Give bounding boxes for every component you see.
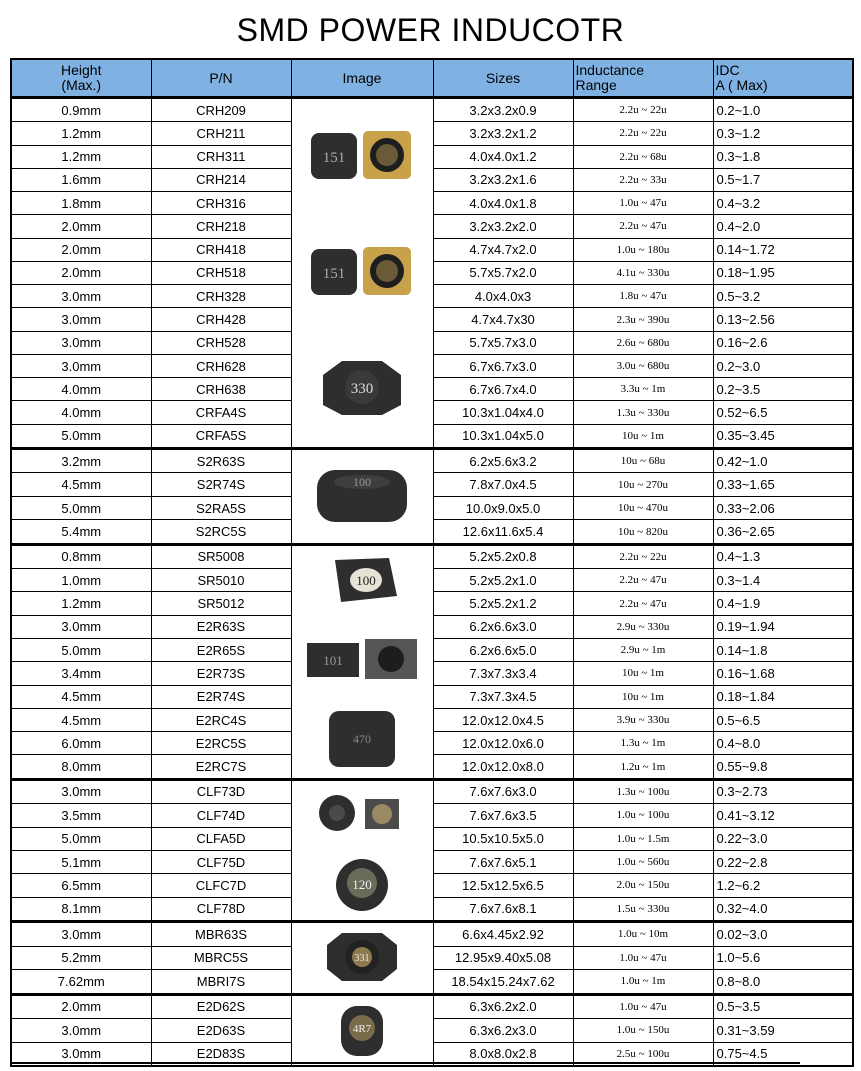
idc-cell: 0.02~3.0 <box>713 921 853 946</box>
inductance-cell: 2.2u ~ 22u <box>573 122 713 145</box>
height-cell: 3.0mm <box>11 779 151 803</box>
part-number-cell: CRH638 <box>151 378 291 401</box>
part-number-cell: E2D63S <box>151 1019 291 1043</box>
height-cell: 5.0mm <box>11 496 151 519</box>
inductance-cell: 1.0u ~ 47u <box>573 946 713 970</box>
height-cell: 8.1mm <box>11 897 151 921</box>
part-number-cell: CRH214 <box>151 168 291 191</box>
part-number-cell: MBR63S <box>151 921 291 946</box>
size-cell: 12.5x12.5x6.5 <box>433 874 573 897</box>
height-cell: 4.5mm <box>11 473 151 496</box>
svg-text:151: 151 <box>322 265 346 282</box>
height-cell: 1.0mm <box>11 569 151 592</box>
inductance-cell: 1.5u ~ 330u <box>573 897 713 921</box>
idc-cell: 0.22~2.8 <box>713 850 853 873</box>
idc-cell: 0.8~8.0 <box>713 970 853 995</box>
size-cell: 6.3x6.2x3.0 <box>433 1019 573 1043</box>
part-number-cell: S2RA5S <box>151 496 291 519</box>
height-cell: 6.5mm <box>11 874 151 897</box>
size-cell: 4.0x4.0x1.8 <box>433 192 573 215</box>
idc-cell: 0.14~1.8 <box>713 638 853 661</box>
svg-text:100: 100 <box>353 474 371 489</box>
table-row <box>11 921 853 946</box>
page-title: SMD POWER INDUCOTR <box>236 12 625 48</box>
height-cell: 3.2mm <box>11 449 151 473</box>
part-number-cell: CRH316 <box>151 192 291 215</box>
inductor-photo-wide-round <box>297 925 427 990</box>
size-cell: 4.0x4.0x1.2 <box>433 145 573 168</box>
table-row <box>11 544 853 568</box>
table-row <box>11 449 853 473</box>
table-row <box>11 98 853 122</box>
part-number-cell: E2RC4S <box>151 708 291 731</box>
height-cell: 3.0mm <box>11 331 151 354</box>
size-cell: 5.7x5.7x2.0 <box>433 261 573 284</box>
svg-text:330: 330 <box>350 380 374 397</box>
part-number-cell: CRH528 <box>151 331 291 354</box>
inductance-cell: 2.2u ~ 47u <box>573 215 713 238</box>
idc-cell: 0.16~1.68 <box>713 662 853 685</box>
part-number-cell: CRH218 <box>151 215 291 238</box>
inductor-photo-pair <box>297 241 427 306</box>
inductance-cell: 2.3u ~ 390u <box>573 308 713 331</box>
part-number-cell: E2D62S <box>151 994 291 1019</box>
inductance-cell: 10u ~ 470u <box>573 496 713 519</box>
size-cell: 12.0x12.0x8.0 <box>433 755 573 779</box>
inductance-cell: 4.1u ~ 330u <box>573 261 713 284</box>
part-number-cell: MBRC5S <box>151 946 291 970</box>
size-cell: 4.0x4.0x3 <box>433 285 573 308</box>
size-cell: 3.2x3.2x2.0 <box>433 215 573 238</box>
part-number-cell: CRH518 <box>151 261 291 284</box>
part-number-cell: CRFA5S <box>151 424 291 448</box>
inductance-cell: 10u ~ 1m <box>573 685 713 708</box>
product-image-cell <box>291 98 433 449</box>
part-number-cell: E2R74S <box>151 685 291 708</box>
height-cell: 3.0mm <box>11 921 151 946</box>
table-row <box>11 779 853 803</box>
part-number-cell: CLFC7D <box>151 874 291 897</box>
height-cell: 3.5mm <box>11 804 151 827</box>
size-cell: 6.2x5.6x3.2 <box>433 449 573 473</box>
height-cell: 4.0mm <box>11 401 151 424</box>
size-cell: 10.3x1.04x4.0 <box>433 401 573 424</box>
idc-cell: 0.14~1.72 <box>713 238 853 261</box>
height-cell: 3.0mm <box>11 308 151 331</box>
size-cell: 5.2x5.2x1.2 <box>433 592 573 615</box>
size-cell: 7.6x7.6x3.0 <box>433 779 573 803</box>
header-sizes: Sizes <box>433 59 573 98</box>
product-image-cell <box>291 544 433 779</box>
size-cell: 12.95x9.40x5.08 <box>433 946 573 970</box>
height-cell: 2.0mm <box>11 215 151 238</box>
idc-cell: 0.3~1.2 <box>713 122 853 145</box>
inductance-cell: 2.9u ~ 330u <box>573 615 713 638</box>
size-cell: 6.7x6.7x4.0 <box>433 378 573 401</box>
height-cell: 6.0mm <box>11 732 151 755</box>
idc-cell: 0.55~9.8 <box>713 755 853 779</box>
inductance-cell: 1.2u ~ 1m <box>573 755 713 779</box>
table-body <box>11 98 853 1067</box>
size-cell: 12.0x12.0x6.0 <box>433 732 573 755</box>
idc-cell: 0.4~8.0 <box>713 732 853 755</box>
height-cell: 5.0mm <box>11 424 151 448</box>
size-cell: 4.7x4.7x2.0 <box>433 238 573 261</box>
idc-cell: 0.52~6.5 <box>713 401 853 424</box>
inductance-cell: 2.2u ~ 68u <box>573 145 713 168</box>
size-cell: 7.6x7.6x3.5 <box>433 804 573 827</box>
inductance-cell: 2.9u ~ 1m <box>573 638 713 661</box>
inductance-cell: 2.5u ~ 100u <box>573 1042 713 1066</box>
part-number-cell: CLF74D <box>151 804 291 827</box>
svg-text:151: 151 <box>322 149 346 166</box>
size-cell: 3.2x3.2x0.9 <box>433 98 573 122</box>
inductance-cell: 10u ~ 68u <box>573 449 713 473</box>
idc-cell: 0.5~1.7 <box>713 168 853 191</box>
header-height: Height (Max.) <box>11 59 151 98</box>
part-number-cell: CRH328 <box>151 285 291 308</box>
part-number-cell: E2R65S <box>151 638 291 661</box>
height-cell: 5.0mm <box>11 638 151 661</box>
size-cell: 6.3x6.2x2.0 <box>433 994 573 1019</box>
inductance-cell: 1.3u ~ 330u <box>573 401 713 424</box>
idc-cell: 0.5~3.5 <box>713 994 853 1019</box>
idc-cell: 0.2~3.0 <box>713 354 853 377</box>
idc-cell: 0.33~2.06 <box>713 496 853 519</box>
height-cell: 0.9mm <box>11 98 151 122</box>
size-cell: 12.6x11.6x5.4 <box>433 520 573 544</box>
size-cell: 7.3x7.3x3.4 <box>433 662 573 685</box>
size-cell: 10.0x9.0x5.0 <box>433 496 573 519</box>
part-number-cell: E2R63S <box>151 615 291 638</box>
table-row <box>11 994 853 1019</box>
inductance-cell: 1.0u ~ 560u <box>573 850 713 873</box>
header-pn: P/N <box>151 59 291 98</box>
part-number-cell: E2D83S <box>151 1042 291 1066</box>
product-image-cell <box>291 779 433 921</box>
part-number-cell: CRH209 <box>151 98 291 122</box>
idc-cell: 0.4~1.3 <box>713 544 853 568</box>
idc-cell: 0.36~2.65 <box>713 520 853 544</box>
inductance-cell: 1.0u ~ 1.5m <box>573 827 713 850</box>
idc-cell: 0.13~2.56 <box>713 308 853 331</box>
inductor-photo-block <box>297 464 427 529</box>
part-number-cell: S2RC5S <box>151 520 291 544</box>
idc-cell: 0.2~1.0 <box>713 98 853 122</box>
inductance-cell: 3.3u ~ 1m <box>573 378 713 401</box>
part-number-cell: CLF78D <box>151 897 291 921</box>
inductance-cell: 1.0u ~ 1m <box>573 970 713 995</box>
idc-cell: 0.32~4.0 <box>713 897 853 921</box>
inductor-spec-table <box>10 58 854 1067</box>
height-cell: 3.4mm <box>11 662 151 685</box>
inductance-cell: 10u ~ 1m <box>573 662 713 685</box>
height-cell: 3.0mm <box>11 285 151 308</box>
part-number-cell: S2R63S <box>151 449 291 473</box>
inductance-cell: 2.6u ~ 680u <box>573 331 713 354</box>
height-cell: 4.5mm <box>11 685 151 708</box>
inductance-cell: 1.8u ~ 47u <box>573 285 713 308</box>
height-cell: 3.0mm <box>11 354 151 377</box>
idc-cell: 0.5~6.5 <box>713 708 853 731</box>
inductor-photo-round-pair <box>297 783 427 848</box>
size-cell: 7.3x7.3x4.5 <box>433 685 573 708</box>
inductor-photo-pair <box>297 125 427 190</box>
inductance-cell: 2.2u ~ 33u <box>573 168 713 191</box>
size-cell: 10.3x1.04x5.0 <box>433 424 573 448</box>
height-cell: 1.6mm <box>11 168 151 191</box>
height-cell: 3.0mm <box>11 615 151 638</box>
inductance-cell: 1.0u ~ 150u <box>573 1019 713 1043</box>
inductance-cell: 2.0u ~ 150u <box>573 874 713 897</box>
size-cell: 3.2x3.2x1.2 <box>433 122 573 145</box>
inductance-cell: 2.2u ~ 22u <box>573 544 713 568</box>
idc-cell: 0.4~2.0 <box>713 215 853 238</box>
svg-text:120: 120 <box>352 876 372 892</box>
height-cell: 4.0mm <box>11 378 151 401</box>
product-image-cell <box>291 994 433 1066</box>
part-number-cell: SR5010 <box>151 569 291 592</box>
idc-cell: 0.41~3.12 <box>713 804 853 827</box>
inductance-cell: 1.0u ~ 47u <box>573 994 713 1019</box>
inductor-photo-octagon <box>297 357 427 422</box>
part-number-cell: E2RC7S <box>151 755 291 779</box>
height-cell: 8.0mm <box>11 755 151 779</box>
size-cell: 6.6x4.45x2.92 <box>433 921 573 946</box>
inductance-cell: 1.3u ~ 1m <box>573 732 713 755</box>
idc-cell: 0.3~1.8 <box>713 145 853 168</box>
part-number-cell: E2R73S <box>151 662 291 685</box>
idc-cell: 0.2~3.5 <box>713 378 853 401</box>
inductance-cell: 1.0u ~ 180u <box>573 238 713 261</box>
product-image-cell <box>291 449 433 545</box>
footer-rule <box>10 1062 800 1064</box>
height-cell: 0.8mm <box>11 544 151 568</box>
size-cell: 7.8x7.0x4.5 <box>433 473 573 496</box>
inductance-cell: 2.2u ~ 47u <box>573 569 713 592</box>
idc-cell: 1.2~6.2 <box>713 874 853 897</box>
idc-cell: 0.18~1.95 <box>713 261 853 284</box>
idc-cell: 0.3~1.4 <box>713 569 853 592</box>
part-number-cell: CLFA5D <box>151 827 291 850</box>
part-number-cell: S2R74S <box>151 473 291 496</box>
inductance-cell: 1.3u ~ 100u <box>573 779 713 803</box>
part-number-cell: E2RC5S <box>151 732 291 755</box>
height-cell: 5.1mm <box>11 850 151 873</box>
svg-text:101: 101 <box>323 653 343 669</box>
svg-text:470: 470 <box>353 731 371 746</box>
size-cell: 7.6x7.6x5.1 <box>433 850 573 873</box>
size-cell: 7.6x7.6x8.1 <box>433 897 573 921</box>
inductance-cell: 10u ~ 820u <box>573 520 713 544</box>
size-cell: 6.2x6.6x3.0 <box>433 615 573 638</box>
idc-cell: 0.3~2.73 <box>713 779 853 803</box>
height-cell: 3.0mm <box>11 1042 151 1066</box>
idc-cell: 0.22~3.0 <box>713 827 853 850</box>
inductance-cell: 1.0u ~ 10m <box>573 921 713 946</box>
idc-cell: 0.5~3.2 <box>713 285 853 308</box>
inductor-photo-drum-small <box>297 998 427 1063</box>
part-number-cell: CRFA4S <box>151 401 291 424</box>
height-cell: 1.8mm <box>11 192 151 215</box>
idc-cell: 0.4~3.2 <box>713 192 853 215</box>
height-cell: 3.0mm <box>11 1019 151 1043</box>
inductance-cell: 1.0u ~ 47u <box>573 192 713 215</box>
svg-text:4R7: 4R7 <box>352 1022 372 1035</box>
inductor-photo-cube <box>297 707 427 772</box>
size-cell: 3.2x3.2x1.6 <box>433 168 573 191</box>
inductor-photo-pair-dark <box>297 629 427 694</box>
inductor-photo-flat <box>297 552 427 617</box>
idc-cell: 1.0~5.6 <box>713 946 853 970</box>
height-cell: 1.2mm <box>11 122 151 145</box>
inductance-cell: 2.2u ~ 22u <box>573 98 713 122</box>
height-cell: 1.2mm <box>11 145 151 168</box>
size-cell: 8.0x8.0x2.8 <box>433 1042 573 1066</box>
height-cell: 7.62mm <box>11 970 151 995</box>
part-number-cell: SR5008 <box>151 544 291 568</box>
height-cell: 5.0mm <box>11 827 151 850</box>
size-cell: 5.2x5.2x1.0 <box>433 569 573 592</box>
height-cell: 2.0mm <box>11 261 151 284</box>
size-cell: 6.2x6.6x5.0 <box>433 638 573 661</box>
size-cell: 10.5x10.5x5.0 <box>433 827 573 850</box>
size-cell: 12.0x12.0x4.5 <box>433 708 573 731</box>
idc-cell: 0.4~1.9 <box>713 592 853 615</box>
idc-cell: 0.42~1.0 <box>713 449 853 473</box>
header-inductance: Inductance Range <box>573 59 713 98</box>
size-cell: 5.7x5.7x3.0 <box>433 331 573 354</box>
size-cell: 6.7x6.7x3.0 <box>433 354 573 377</box>
idc-cell: 0.16~2.6 <box>713 331 853 354</box>
size-cell: 5.2x5.2x0.8 <box>433 544 573 568</box>
idc-cell: 0.31~3.59 <box>713 1019 853 1043</box>
svg-text:100: 100 <box>356 572 376 588</box>
size-cell: 18.54x15.24x7.62 <box>433 970 573 995</box>
height-cell: 2.0mm <box>11 994 151 1019</box>
height-cell: 1.2mm <box>11 592 151 615</box>
header-row <box>11 59 853 98</box>
inductance-cell: 10u ~ 1m <box>573 424 713 448</box>
part-number-cell: CRH418 <box>151 238 291 261</box>
idc-cell: 0.75~4.5 <box>713 1042 853 1066</box>
header-image: Image <box>291 59 433 98</box>
height-cell: 5.4mm <box>11 520 151 544</box>
size-cell: 4.7x4.7x30 <box>433 308 573 331</box>
header-idc: IDC A ( Max) <box>713 59 853 98</box>
part-number-cell: CRH428 <box>151 308 291 331</box>
inductance-cell: 3.9u ~ 330u <box>573 708 713 731</box>
part-number-cell: CRH311 <box>151 145 291 168</box>
idc-cell: 0.18~1.84 <box>713 685 853 708</box>
idc-cell: 0.19~1.94 <box>713 615 853 638</box>
inductance-cell: 10u ~ 270u <box>573 473 713 496</box>
inductor-photo-drum <box>297 853 427 918</box>
inductance-cell: 3.0u ~ 680u <box>573 354 713 377</box>
inductance-cell: 1.0u ~ 100u <box>573 804 713 827</box>
part-number-cell: CLF73D <box>151 779 291 803</box>
inductance-cell: 2.2u ~ 47u <box>573 592 713 615</box>
part-number-cell: CRH628 <box>151 354 291 377</box>
part-number-cell: SR5012 <box>151 592 291 615</box>
part-number-cell: CRH211 <box>151 122 291 145</box>
idc-cell: 0.33~1.65 <box>713 473 853 496</box>
part-number-cell: CLF75D <box>151 850 291 873</box>
svg-text:331: 331 <box>354 953 370 965</box>
part-number-cell: MBRI7S <box>151 970 291 995</box>
idc-cell: 0.35~3.45 <box>713 424 853 448</box>
product-image-cell <box>291 921 433 994</box>
height-cell: 5.2mm <box>11 946 151 970</box>
height-cell: 2.0mm <box>11 238 151 261</box>
height-cell: 4.5mm <box>11 708 151 731</box>
